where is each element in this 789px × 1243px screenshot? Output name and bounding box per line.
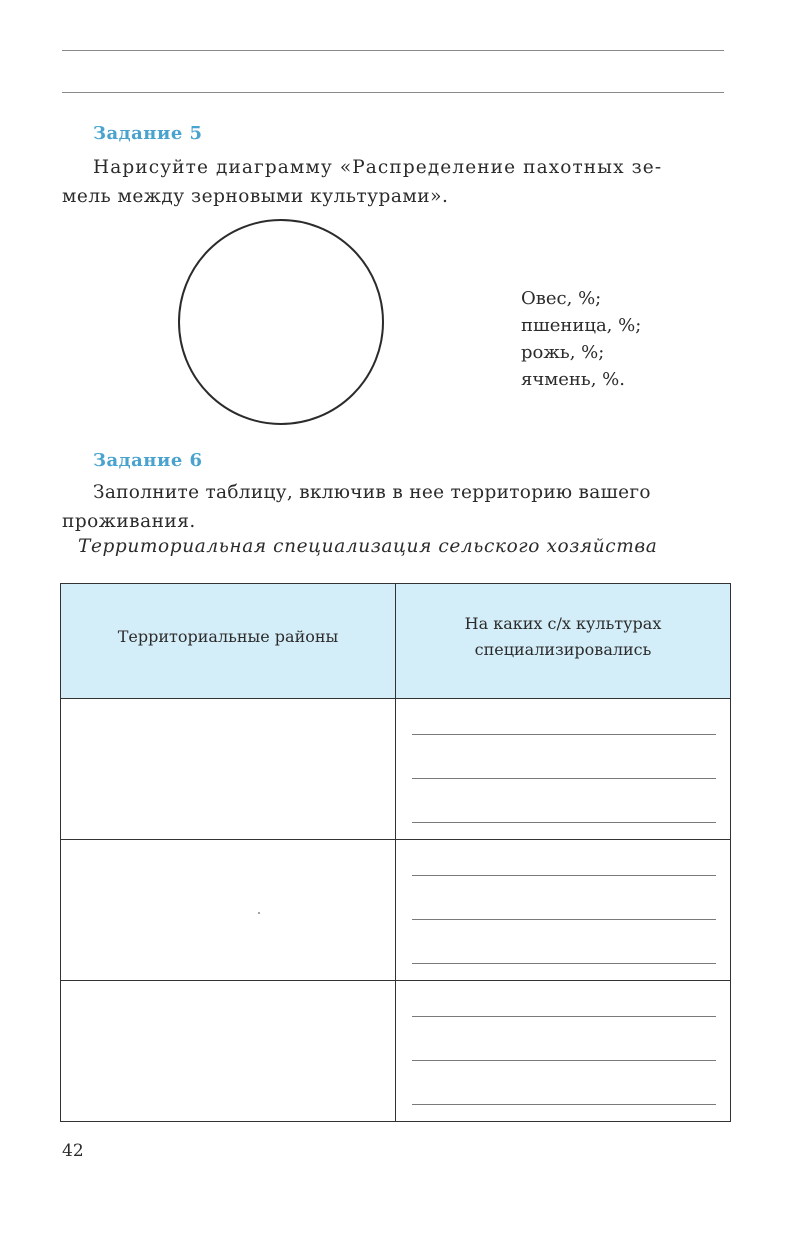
legend-item-rye: рожь, %; [521, 342, 605, 363]
task5-instruction [62, 153, 662, 211]
crops-cell[interactable] [396, 840, 731, 981]
task5-heading: Задание 5 [93, 123, 203, 144]
task6-text-line-1: Заполните таблицу, включив в нее территорию вашего [93, 482, 651, 503]
page-number: 42 [62, 1141, 84, 1161]
district-cell[interactable] [61, 840, 396, 981]
crop-legend [521, 285, 641, 393]
answer-line [412, 822, 716, 823]
task6-instruction [62, 478, 651, 536]
crops-cell[interactable] [396, 981, 731, 1122]
table-row [61, 699, 731, 840]
task6-text-line-2: проживания. [62, 511, 196, 532]
legend-item-oats: Овес, %; [521, 288, 602, 309]
legend-item-wheat: пшеница, %; [521, 315, 642, 336]
answer-line [412, 1016, 716, 1017]
answer-line [412, 875, 716, 876]
district-cell[interactable] [61, 699, 396, 840]
answer-line [412, 963, 716, 964]
header-districts: Территориальные районы [61, 584, 396, 699]
header-crops: На каких с/х культурах специализировались [396, 584, 731, 699]
writing-line-top-1 [62, 50, 724, 51]
legend-item-barley: ячмень, %. [521, 369, 625, 390]
task5-text-line-1: Нарисуйте диаграмму «Распределение пахотных зе- [93, 157, 663, 178]
answer-line [412, 778, 716, 779]
pie-chart-blank-circle[interactable] [178, 219, 384, 425]
table-row [61, 840, 731, 981]
answer-line [412, 1060, 716, 1061]
writing-line-top-2 [62, 92, 724, 93]
answer-line [412, 1104, 716, 1105]
table-row [61, 981, 731, 1122]
table-caption: Территориальная специализация сельского хозяйства [78, 536, 658, 557]
crops-cell[interactable] [396, 699, 731, 840]
answer-line [412, 919, 716, 920]
answer-line [412, 734, 716, 735]
table-header-row [61, 584, 731, 699]
task5-text-line-2: мель между зерновыми культурами». [62, 186, 449, 207]
task6-heading: Задание 6 [93, 450, 203, 471]
specialization-table [60, 583, 731, 1122]
district-cell[interactable] [61, 981, 396, 1122]
print-speck [258, 912, 260, 914]
